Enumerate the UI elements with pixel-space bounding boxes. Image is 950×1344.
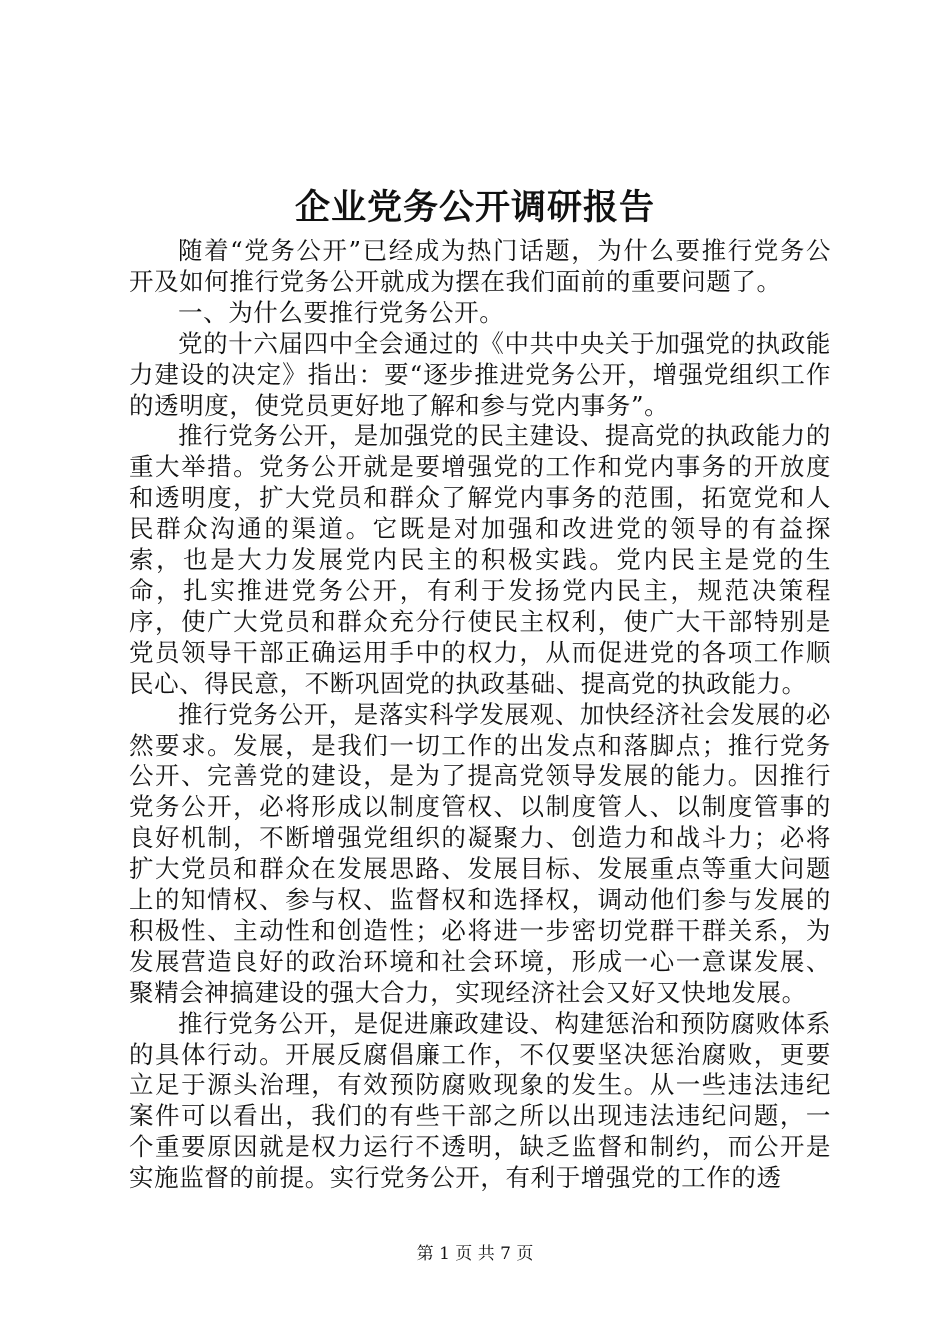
paragraph-democracy: 推行党务公开，是加强党的民主建设、提高党的执政能力的重大举措。党务公开就是要增强党的工作和党内事务的开放度和透明度，扩大党员和群众了解党内事务的范围，拓宽党和人民群众沟通的渠道。它既是对加强和改进党的领导的有益探索，也是大力发展党内民主的积极实践。党内民主是党的生命，扎实推进党务公开，有利于发扬党内民主，规范决策程序，使广大党员和群众充分行使民主权利，使广大干部特别是党员领导干部正确运用手中的权力，从而促进党的各项工作顺民心、得民意，不断巩固党的执政基础、提高党的执政能力。 bbox=[129, 421, 831, 698]
document-body bbox=[129, 236, 831, 1194]
paragraph-decision-quote: 党的十六届四中全会通过的《中共中央关于加强党的执政能力建设的决定》指出：要“逐步推进党务公开，增强党组织工作的透明度，使党员更好地了解和参与党内事务”。 bbox=[129, 328, 831, 420]
paragraph-intro: 随着“党务公开”已经成为热门话题，为什么要推行党务公开及如何推行党务公开就成为摆在我们面前的重要问题了。 bbox=[129, 236, 831, 296]
section-heading-why: 一、为什么要推行党务公开。 bbox=[178, 297, 505, 327]
page-footer: 第 1 页 共 7 页 bbox=[416, 1244, 534, 1264]
paragraph-development: 推行党务公开，是落实科学发展观、加快经济社会发展的必然要求。发展，是我们一切工作的出发点和落脚点；推行党务公开、完善党的建设，是为了提高党领导发展的能力。因推行党务公开，必将形成以制度管权、以制度管人、以制度管事的良好机制，不断增强党组织的凝聚力、创造力和战斗力；必将扩大党员和群众在发展思路、发展目标、发展重点等重大问题上的知情权、参与权、监督权和选择权，调动他们参与发展的积极性、主动性和创造性；必将进一步密切党群干群关系，为发展营造良好的政治环境和社会环境，形成一心一意谋发展、聚精会神搞建设的强大合力，实现经济社会又好又快地发展。 bbox=[129, 699, 831, 1007]
document-title: 企业党务公开调研报告 bbox=[294, 187, 655, 228]
paragraph-anticorruption: 推行党务公开，是促进廉政建设、构建惩治和预防腐败体系的具体行动。开展反腐倡廉工作，不仅要坚决惩治腐败，更要立足于源头治理，有效预防腐败现象的发生。从一些违法违纪案件可以看出，我们的有些干部之所以出现违法违纪问题，一个重要原因就是权力运行不透明，缺乏监督和制约，而公开是实施监督的前提。实行党务公开，有利于增强党的工作的透 bbox=[129, 1008, 831, 1193]
